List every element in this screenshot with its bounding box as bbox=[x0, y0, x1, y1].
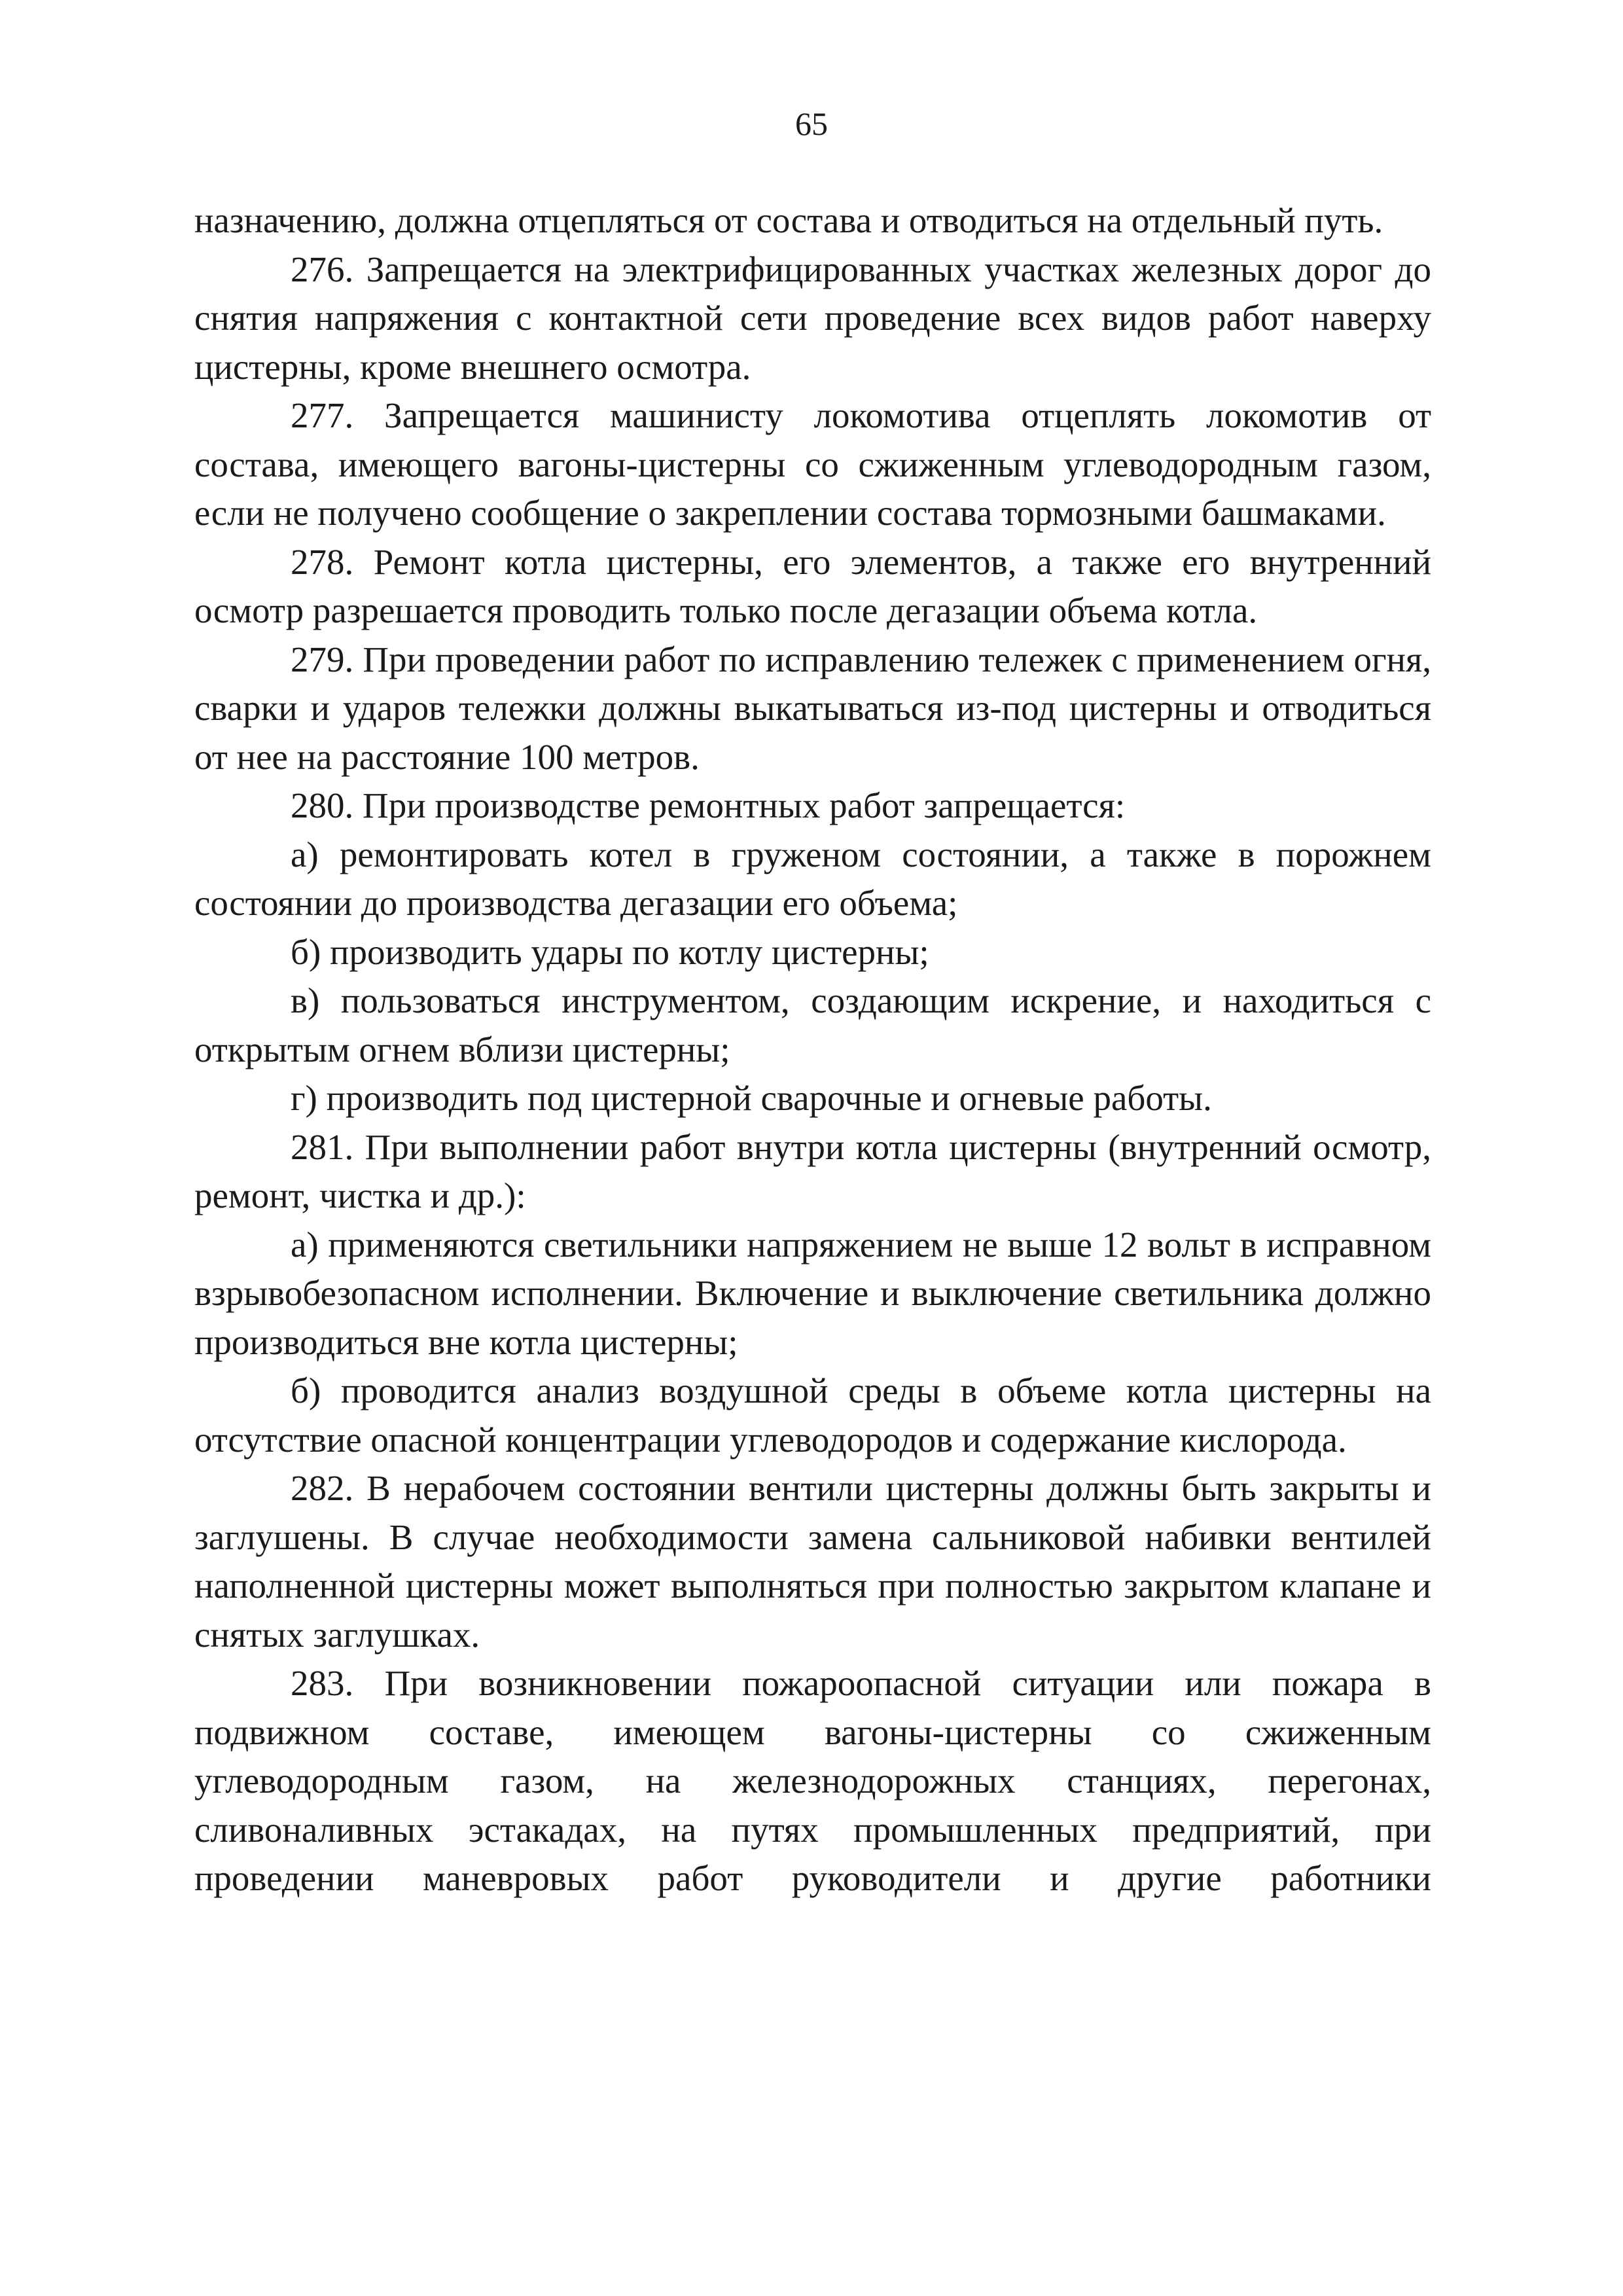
paragraph-280-a: а) ремонтировать котел в груженом состоянии, а также в порожнем состоянии до производства дегазации его объема; bbox=[194, 834, 1431, 923]
paragraph-279: 279. При проведении работ по исправлению тележек с применением огня, сварки и ударов тележки должны выкатываться из-под цистерны и отводиться от нее на расстояние 100 метров. bbox=[194, 639, 1431, 777]
paragraph-276: 276. Запрещается на электрифицированных участках железных дорог до снятия напряжения с контактной сети проведение всех видов работ наверху цистерны, кроме внешнего осмотра. bbox=[194, 249, 1431, 387]
paragraph-280-v: в) пользоваться инструментом, создающим искрение, и находиться с открытым огнем вблизи цистерны; bbox=[194, 980, 1431, 1069]
paragraph-280: 280. При производстве ремонтных работ запрещается: bbox=[291, 785, 1126, 825]
paragraph-278: 278. Ремонт котла цистерны, его элементов, а также его внутренний осмотр разрешается проводить только после дегазации объема котла. bbox=[194, 541, 1431, 630]
paragraph-281-b: б) проводится анализ воздушной среды в объеме котла цистерны на отсутствие опасной концентрации углеводородов и содержание кислорода. bbox=[194, 1371, 1431, 1460]
paragraph-277: 277. Запрещается машинисту локомотива отцеплять локомотив от состава, имеющего вагоны-цистерны со сжиженным углеводородным газом, если не получено сообщение о закреплении состава тормозными башмаками. bbox=[194, 395, 1431, 533]
paragraph-281-a: а) применяются светильники напряжением не выше 12 вольт в исправном взрывобезопасном исполнении. Включение и выключение светильника должно производиться вне котла цистерны; bbox=[194, 1224, 1431, 1362]
paragraph-282: 282. В нерабочем состоянии вентили цистерны должны быть закрыты и заглушены. В случае необходимости замена сальниковой набивки вентилей наполненной цистерны может выполняться при полностью закрытом клапане и снятых заглушках. bbox=[194, 1468, 1431, 1655]
document-body bbox=[194, 196, 1431, 1903]
paragraph-281: 281. При выполнении работ внутри котла цистерны (внутренний осмотр, ремонт, чистка и др.): bbox=[194, 1126, 1431, 1215]
paragraph-280-b: б) производить удары по котлу цистерны; bbox=[291, 931, 929, 972]
paragraph-280-g: г) производить под цистерной сварочные и огневые работы. bbox=[291, 1078, 1212, 1118]
paragraph-283: 283. При возникновении пожароопасной ситуации или пожара в подвижном составе, имеющем вагоны-цистерны со сжиженным углеводородным газом, на железнодорожных станциях, перегонах, сливоналивных эстакадах, на путях промышленных предприятий, при проведении маневровых работ руководители и другие работники bbox=[194, 1663, 1431, 1898]
paragraph-continuation: назначению, должна отцепляться от состава и отводиться на отдельный путь. bbox=[194, 200, 1383, 240]
page-number: 65 bbox=[795, 105, 828, 142]
